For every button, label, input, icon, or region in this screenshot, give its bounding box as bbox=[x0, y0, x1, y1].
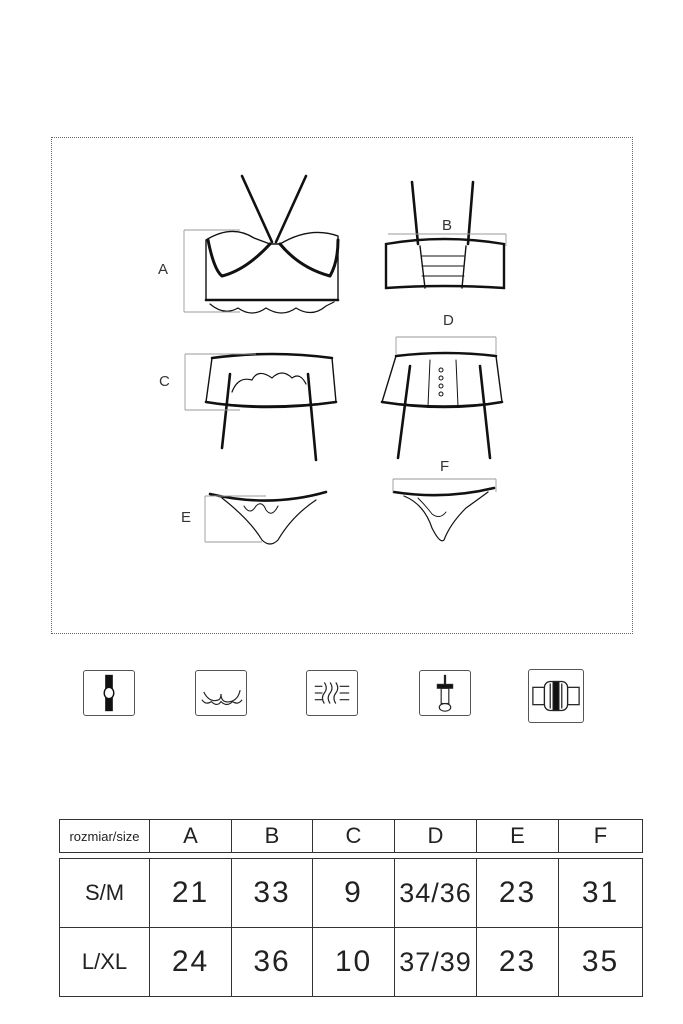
dimension-e-bracket bbox=[205, 496, 266, 542]
column-header-a: A bbox=[150, 820, 232, 853]
garter-belt-back-drawing bbox=[382, 353, 502, 458]
table-cell: 34/36 bbox=[395, 859, 477, 928]
dimension-label-c: C bbox=[159, 373, 170, 390]
bra-front-drawing bbox=[206, 176, 338, 313]
garter-belt-front-drawing bbox=[206, 354, 336, 460]
table-cell: 35 bbox=[559, 928, 643, 997]
column-header-b: B bbox=[232, 820, 313, 853]
table-cell: 21 bbox=[150, 859, 232, 928]
table-cell: 23 bbox=[477, 859, 559, 928]
table-header-row bbox=[60, 820, 643, 853]
column-header-d: D bbox=[395, 820, 477, 853]
table-cell: 10 bbox=[313, 928, 395, 997]
table-cell: 36 bbox=[232, 928, 313, 997]
table-cell: 23 bbox=[477, 928, 559, 997]
table-row bbox=[60, 928, 643, 997]
dimension-label-e: E bbox=[181, 509, 192, 526]
thong-front-drawing bbox=[210, 492, 326, 544]
column-header-c: C bbox=[313, 820, 395, 853]
table-cell: 24 bbox=[150, 928, 232, 997]
dimension-c-bracket bbox=[185, 354, 256, 410]
adjustable-strap-icon bbox=[83, 670, 135, 716]
size-column-header: rozmiar/size bbox=[60, 820, 150, 853]
garter-clip-icon bbox=[419, 670, 471, 716]
table-row bbox=[60, 859, 643, 928]
dimension-d-bracket bbox=[396, 337, 496, 354]
underwire-cups-icon bbox=[195, 670, 247, 716]
size-row-label: L/XL bbox=[60, 928, 150, 997]
size-row-label: S/M bbox=[60, 859, 150, 928]
table-cell: 31 bbox=[559, 859, 643, 928]
thong-back-drawing bbox=[394, 488, 494, 541]
column-header-f: F bbox=[559, 820, 643, 853]
dimension-label-b: B bbox=[442, 217, 453, 234]
size-chart-table bbox=[59, 819, 643, 997]
hook-clasp-icon bbox=[528, 669, 584, 723]
column-header-e: E bbox=[477, 820, 559, 853]
bra-back-drawing bbox=[386, 182, 504, 288]
table-cell: 37/39 bbox=[395, 928, 477, 997]
table-cell: 9 bbox=[313, 859, 395, 928]
dimension-label-a: A bbox=[158, 261, 169, 278]
dimension-label-f: F bbox=[440, 458, 450, 475]
dimension-label-d: D bbox=[443, 312, 454, 329]
stretch-fabric-icon bbox=[306, 670, 358, 716]
table-cell: 33 bbox=[232, 859, 313, 928]
